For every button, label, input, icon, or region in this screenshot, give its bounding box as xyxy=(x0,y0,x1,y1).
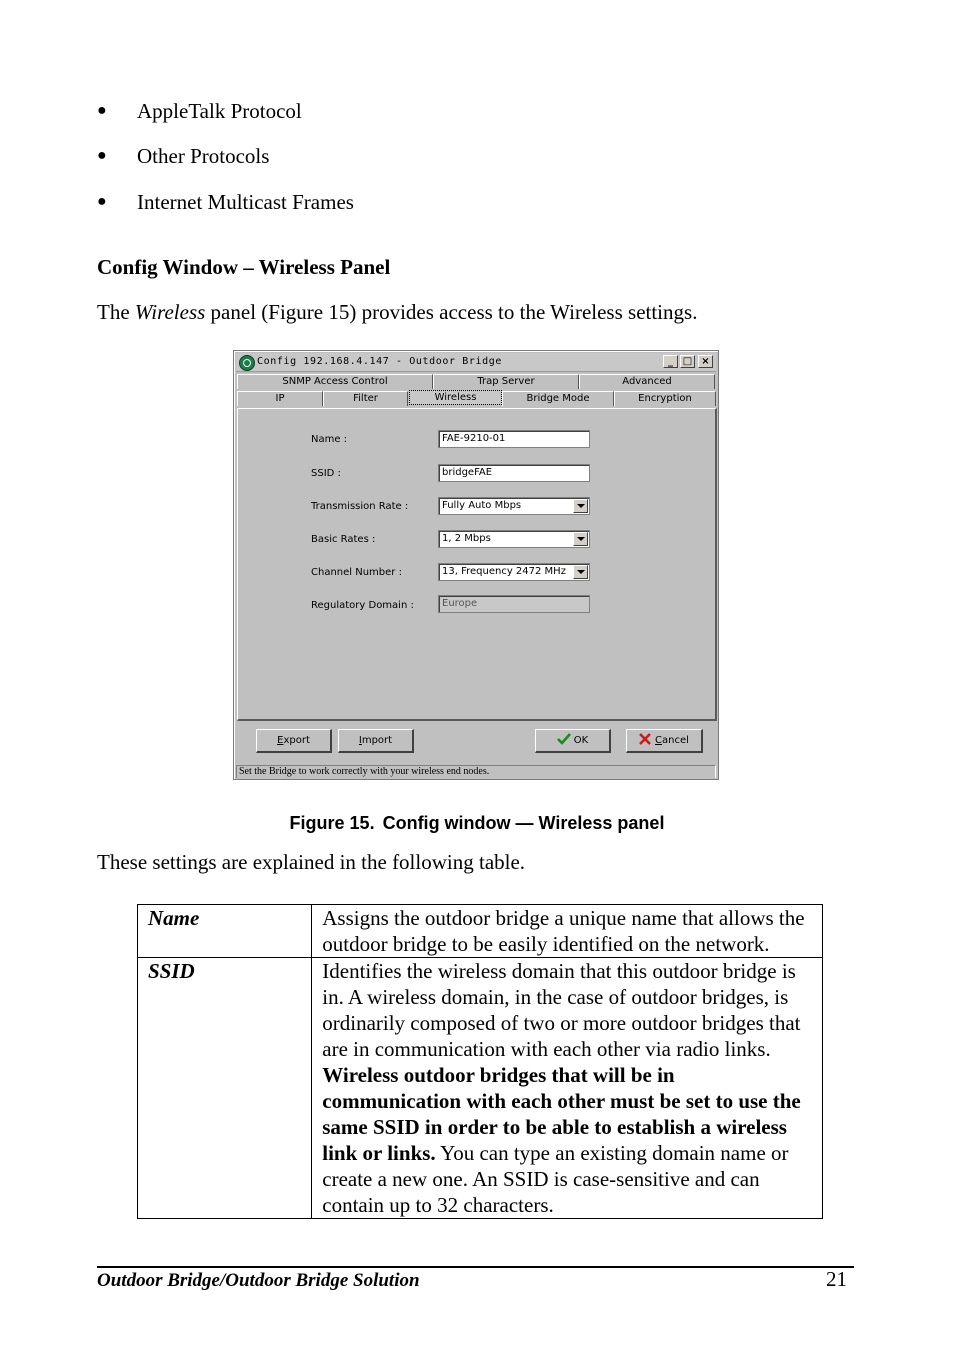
cancel-mnemonic: C xyxy=(655,735,663,746)
regulatory-domain-field: Europe xyxy=(438,595,590,613)
description-cell: Assigns the outdoor bridge a unique name that allows the outdoor bridge to be easily identified on the network. xyxy=(312,905,823,958)
status-bar: Set the Bridge to work correctly with your wireless end nodes. xyxy=(236,765,716,778)
chevron-down-icon[interactable] xyxy=(573,532,588,546)
bullet-text: AppleTalk Protocol xyxy=(137,99,302,123)
intro-paragraph xyxy=(97,300,697,325)
description-text: Identifies the wireless domain that this outdoor bridge is in. A wireless domain, in the case of outdoor bridges, is ordinarily composed of two or more outdoor bridges that are in communication with each other via radio links. xyxy=(322,959,801,1061)
description-emphasis: Wireless outdoor bridges that will be in communication with each other must be set to use the same SSID in order to be able to establish a wireless link or links. xyxy=(322,1063,801,1165)
transmission-rate-value: Fully Auto Mbps xyxy=(442,500,522,511)
tab-wireless[interactable]: Wireless xyxy=(409,390,502,405)
bullet-dot: ● xyxy=(97,102,107,119)
transmission-rate-label: Transmission Rate : xyxy=(311,501,409,512)
channel-number-select[interactable] xyxy=(438,563,590,581)
maximize-button[interactable]: □ xyxy=(680,355,695,368)
close-button[interactable]: × xyxy=(698,355,713,368)
ssid-field[interactable]: bridgeFAE xyxy=(438,464,590,482)
intro-emphasis: Wireless xyxy=(134,300,206,324)
figure-title: Config window — Wireless panel xyxy=(382,813,665,833)
intro-text: The xyxy=(97,300,135,324)
description-text: You can type an existing domain name or create a new one. An SSID is case-sensitive and can contain up to 32 characters. xyxy=(322,1141,789,1217)
import-mnemonic: I xyxy=(358,735,362,746)
figure-caption xyxy=(0,813,954,834)
channel-number-label: Channel Number : xyxy=(311,567,402,578)
term-cell: Name xyxy=(138,905,312,958)
ok-label: OK xyxy=(573,735,589,746)
transmission-rate-select[interactable] xyxy=(438,497,590,515)
config-window xyxy=(233,350,719,780)
bullet-dot: ● xyxy=(97,147,107,164)
basic-rates-label: Basic Rates : xyxy=(311,534,376,545)
tab-snmp-access-control[interactable]: SNMP Access Control xyxy=(237,374,433,389)
footer-rule xyxy=(97,1266,854,1268)
cancel-button[interactable] xyxy=(626,729,703,753)
export-button[interactable] xyxy=(256,729,332,753)
tab-bridge-mode[interactable]: Bridge Mode xyxy=(502,391,614,406)
tab-encryption[interactable]: Encryption xyxy=(614,391,716,406)
basic-rates-select[interactable] xyxy=(438,530,590,548)
page-number: 21 xyxy=(826,1267,847,1291)
app-icon xyxy=(239,355,255,371)
bullet-dot: ● xyxy=(97,193,107,210)
table-row xyxy=(138,905,823,958)
ok-button[interactable] xyxy=(535,729,611,753)
chevron-down-icon[interactable] xyxy=(573,499,588,513)
bullet-text: Internet Multicast Frames xyxy=(137,190,354,214)
export-mnemonic: E xyxy=(277,735,284,746)
bullet-text: Other Protocols xyxy=(137,144,270,168)
channel-number-value: 13, Frequency 2472 MHz xyxy=(442,566,566,577)
section-heading: Config Window – Wireless Panel xyxy=(97,255,391,279)
intro-text: panel (Figure 15) provides access to the Wireless settings. xyxy=(205,300,698,324)
check-icon xyxy=(557,733,571,745)
close-icon xyxy=(639,733,651,745)
figure-number: Figure 15. xyxy=(289,813,375,833)
footer-title: Outdoor Bridge/Outdoor Bridge Solution xyxy=(97,1270,420,1291)
tab-advanced[interactable]: Advanced xyxy=(579,374,715,389)
minimize-button[interactable]: _ xyxy=(663,355,678,368)
tab-ip[interactable]: IP xyxy=(237,391,323,406)
import-button[interactable] xyxy=(338,729,414,753)
window-title: Config 192.168.4.147 - Outdoor Bridge xyxy=(257,356,502,367)
explain-paragraph: These settings are explained in the following table. xyxy=(97,850,526,874)
name-label: Name : xyxy=(311,434,348,445)
description-cell xyxy=(312,958,823,1219)
regulatory-domain-label: Regulatory Domain : xyxy=(311,600,414,611)
import-label: mport xyxy=(361,735,393,746)
tab-filter[interactable]: Filter xyxy=(323,391,408,406)
export-label: xport xyxy=(283,735,310,746)
table-row xyxy=(138,958,823,1219)
chevron-down-icon[interactable] xyxy=(573,565,588,579)
ssid-label: SSID : xyxy=(311,468,341,479)
basic-rates-value: 1, 2 Mbps xyxy=(442,533,491,544)
tab-trap-server[interactable]: Trap Server xyxy=(433,374,579,389)
cancel-label: ancel xyxy=(662,735,689,746)
settings-table xyxy=(137,904,823,1219)
title-bar[interactable] xyxy=(236,353,716,372)
name-field[interactable]: FAE-9210-01 xyxy=(438,430,590,448)
term-cell: SSID xyxy=(138,958,312,1219)
